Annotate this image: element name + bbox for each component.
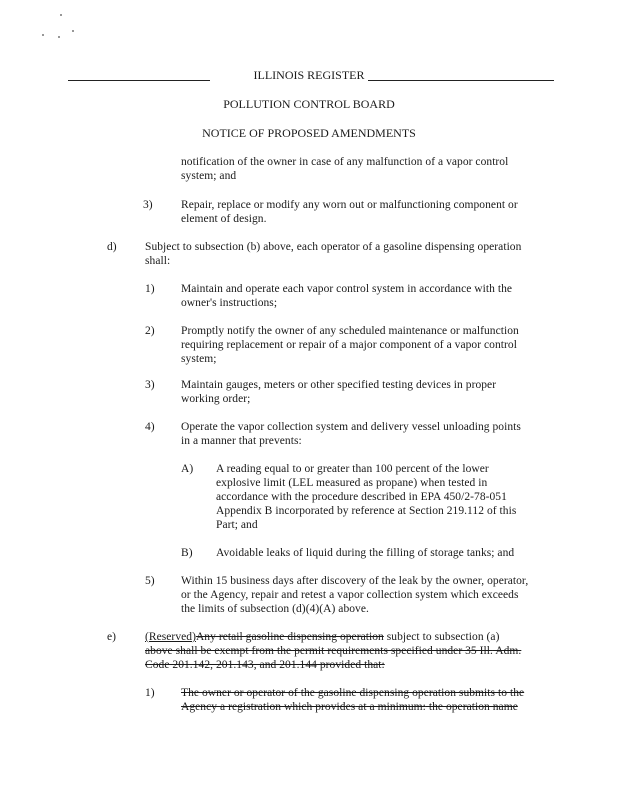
subitem-text: Avoidable leaks of liquid during the filling of storage tanks; and (216, 547, 515, 559)
item-text: Maintain gauges, meters or other specified testing devices in proper (181, 379, 497, 391)
header-register: ILLINOIS REGISTER (253, 68, 365, 82)
item-text: in a manner that prevents: (181, 435, 302, 447)
deleted-text: Any retail gasoline dispensing operation (195, 631, 384, 643)
subsection-text: shall: (145, 255, 171, 267)
item-text: requiring replacement or repair of a major component of a vapor control (181, 339, 517, 351)
subsection-text (145, 630, 499, 644)
deleted-text: the gasoline dispensing operation (300, 687, 456, 699)
subitem-text: explosive limit (LEL measured as propane) when tested in (216, 477, 488, 489)
deleted-text: Agency a registration which provides (181, 701, 356, 713)
item-text: element of design. (181, 213, 267, 225)
subsection-text (145, 644, 521, 658)
deleted-text: at a minimum: (355, 701, 426, 713)
subitem-label: A) (181, 463, 194, 475)
item-text: system; (181, 353, 217, 365)
deleted-text: the operation name (425, 701, 518, 713)
deleted-text: The owner or operator of (181, 687, 301, 699)
subsection-label: e) (107, 631, 117, 643)
deleted-text: be exempt from the permit requirements specified under 35 Ill. (200, 645, 493, 657)
item-text: the limits of subsection (d)(4)(A) above. (181, 603, 369, 615)
deleted-text: Adm. (492, 645, 522, 657)
deleted-text: submits to the (456, 687, 525, 699)
item-text: Promptly notify the owner of any scheduled maintenance or malfunction (181, 325, 519, 337)
item-text: Operate the vapor collection system and delivery vessel unloading points (181, 421, 521, 433)
subsection-text: Subject to subsection (b) above, each operator of a gasoline dispensing operation (145, 241, 522, 253)
item-number: 1) (145, 687, 155, 699)
subitem-text: Part; and (216, 519, 258, 531)
inserted-text: (Reserved) (145, 631, 196, 643)
item-text (181, 700, 518, 714)
scan-speck (42, 34, 44, 36)
item-text: owner's instructions; (181, 297, 278, 309)
item-text: or the Agency, repair and retest a vapor collection system which exceeds (181, 589, 519, 601)
item-text: Maintain and operate each vapor control system in accordance with the (181, 283, 513, 295)
subitem-text: accordance with the procedure described in EPA 450/2-78-051 (216, 491, 507, 503)
item-number: 3) (143, 199, 153, 211)
scan-speck (60, 14, 62, 16)
subitem-label: B) (181, 547, 193, 559)
item-number: 5) (145, 575, 155, 587)
scan-speck (72, 30, 74, 32)
item-text: working order; (181, 393, 251, 405)
deleted-text: Code 201.142, 201.143, and 201.144 provided that: (145, 659, 385, 671)
continued-text: notification of the owner in case of any malfunction of a vapor control (181, 156, 509, 168)
deleted-text: above shall (145, 645, 201, 657)
header-board: POLLUTION CONTROL BOARD (223, 97, 395, 111)
item-text: Repair, replace or modify any worn out or malfunctioning component or (181, 199, 518, 211)
item-number: 1) (145, 283, 155, 295)
item-number: 3) (145, 379, 155, 391)
header-notice: NOTICE OF PROPOSED AMENDMENTS (202, 126, 416, 140)
subsection-text-run: subject to subsection (a) (383, 631, 500, 643)
item-text (181, 686, 524, 700)
subsection-label: d) (107, 241, 117, 253)
subitem-text: A reading equal to or greater than 100 percent of the lower (216, 463, 489, 475)
subitem-text: Appendix B incorporated by reference at Section 219.112 of this (216, 505, 517, 517)
item-number: 4) (145, 421, 155, 433)
item-text: Within 15 business days after discovery of the leak by the owner, operator, (181, 575, 529, 587)
item-number: 2) (145, 325, 155, 337)
continued-text: system; and (181, 170, 237, 182)
scan-speck (58, 36, 60, 38)
